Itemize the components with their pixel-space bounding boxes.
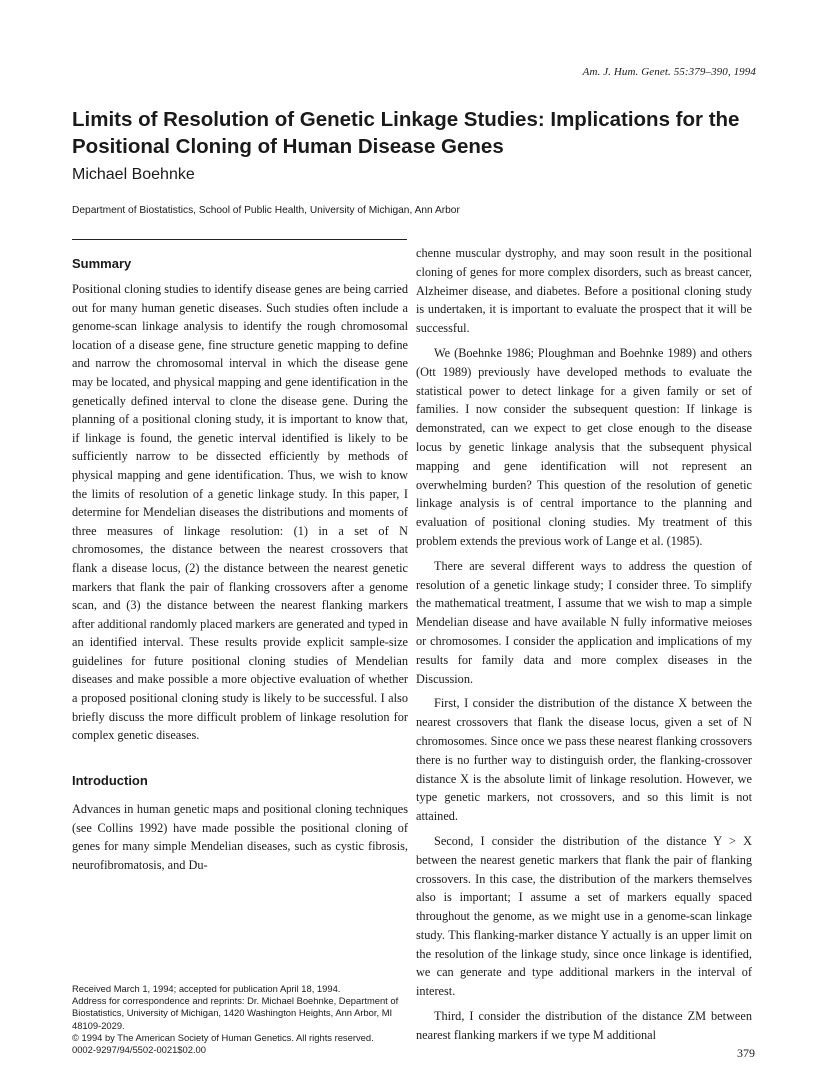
footnote-issn: 0002-9297/94/5502-0021$02.00 <box>72 1044 206 1056</box>
page-number: 379 <box>737 1046 755 1060</box>
footnote-address: Address for correspondence and reprints: Dr. Michael Boehnke, Department of Biostatistics, University of Michigan, 1420 Washington Heights, Ann Arbor, MI 48109-2029. <box>72 995 399 1031</box>
intro-paragraph-5: Second, I consider the distribution of the distance Y > X between the nearest genetic markers that flank the pair of flanking crossovers. In this case, the distribution of the markers themselves also is important; I assume a set of markers equally spaced throughout the genome, as we might use in a genome-scan linkage study. This flanking-marker distance Y actually is an upper limit on the resolution of the linkage study, since once linkage is identified, we can generate and type additional markers in the interval of interest. <box>416 833 752 999</box>
intro-paragraph-2: We (Boehnke 1986; Ploughman and Boehnke 1989) and others (Ott 1989) previously have developed methods to evaluate the statistical power to detect linkage for a given family or set of families. I now consider the subsequent question: If linkage is demonstrated, can we expect to get close enough to the disease locus by genetic linkage analysis that the subsequent physical mapping and gene identification will not represent an overwhelming burden? This question of the resolution of genetic linkage analysis is of central importance to the planning and evaluation of positional cloning studies. My treatment of this problem extends the previous work of Lange et al. (1985). <box>416 345 752 548</box>
summary-text: Positional cloning studies to identify disease genes are being carried out for many human genetic diseases. Such studies often include a genome-scan linkage analysis to identify the rough chromosomal location of a disease gene, fine structure genetic mapping to define and narrow the chromosomal interval in which the disease gene may be located, and physical mapping and gene identification in the genetically defined interval to clone the disease gene. During the planning of a positional cloning study, it is important to know that, if linkage is found, the genetic interval identified is likely to be sufficiently narrow to be dissected efficiently by methods of physical mapping and gene identification. Thus, we wish to know the limits of resolution of a genetic linkage study. In this paper, I determine for Mendelian diseases the distributions and moments of three measures of linkage resolution: (1) in a set of N chromosomes, the distance between the nearest crossovers that flank a disease locus, (2) the distance between the nearest genetic markers that flank the pair of flanking crossovers after a genome scan, and (3) the distance between the nearest flanking markers after additional randomly placed markers are generated and typed in an identified interval. These results provide explicit sample-size guidelines for future positional cloning studies of Mendelian diseases and make possible a more objective evaluation of whether a proposed positional cloning study is likely to be successful. I also briefly discuss the more difficult problem of linkage resolution for complex genetic diseases. <box>72 282 408 743</box>
footnote-received: Received March 1, 1994; accepted for publication April 18, 1994. <box>72 983 341 994</box>
author-affiliation: Department of Biostatistics, School of Public Health, University of Michigan, Ann Arbor <box>72 205 460 216</box>
intro-paragraph-3: There are several different ways to address the question of resolution of a genetic linkage study; I consider three. To simplify the mathematical treatment, I assume that we wish to map a simple Mendelian disease and have available N fully informative meioses or chromosomes. I consider the application and implications of my results for family data and more complex diseases in the Discussion. <box>416 558 752 686</box>
author-name: Michael Boehnke <box>72 166 195 183</box>
intro-paragraph-4: First, I consider the distribution of the distance X between the nearest crossovers that flank the disease locus, given a set of N chromosomes. Since once we pass these nearest flanking crossovers there is no further way to distinguish order, the flanking-crossover distance X is the absolute limit of linkage resolution. However, we type genetic markers, not crossovers, and so this limit is not attained. <box>416 696 752 824</box>
intro-paragraph-continued: chenne muscular dystrophy, and may soon result in the positional cloning of genes for more complex disorders, such as breast cancer, Alzheimer disease, and diabetes. Before a positional cloning study is undertaken, it is important to evaluate the prospect that it will be successful. <box>416 246 752 336</box>
article-title: Limits of Resolution of Genetic Linkage Studies: Implications for the Positional Cloning of Human Disease Genes <box>72 108 740 158</box>
footnotes <box>72 983 408 1056</box>
summary-top-rule <box>72 239 407 240</box>
introduction-text-left: Advances in human genetic maps and positional cloning techniques (see Collins 1992) have made possible the positional cloning of genes for many simple Mendelian diseases, such as cystic fibrosis, neurofibromatosis, and Du- <box>72 802 408 872</box>
summary-heading: Summary <box>72 256 132 271</box>
introduction-heading: Introduction <box>72 773 148 788</box>
right-column <box>416 244 752 1051</box>
footnote-copyright: © 1994 by The American Society of Human Genetics. All rights reserved. <box>72 1031 374 1043</box>
intro-paragraph-6: Third, I consider the distribution of the distance ZM between nearest flanking markers if we type M additional <box>416 1009 752 1042</box>
journal-reference: Am. J. Hum. Genet. 55:379–390, 1994 <box>582 66 756 78</box>
